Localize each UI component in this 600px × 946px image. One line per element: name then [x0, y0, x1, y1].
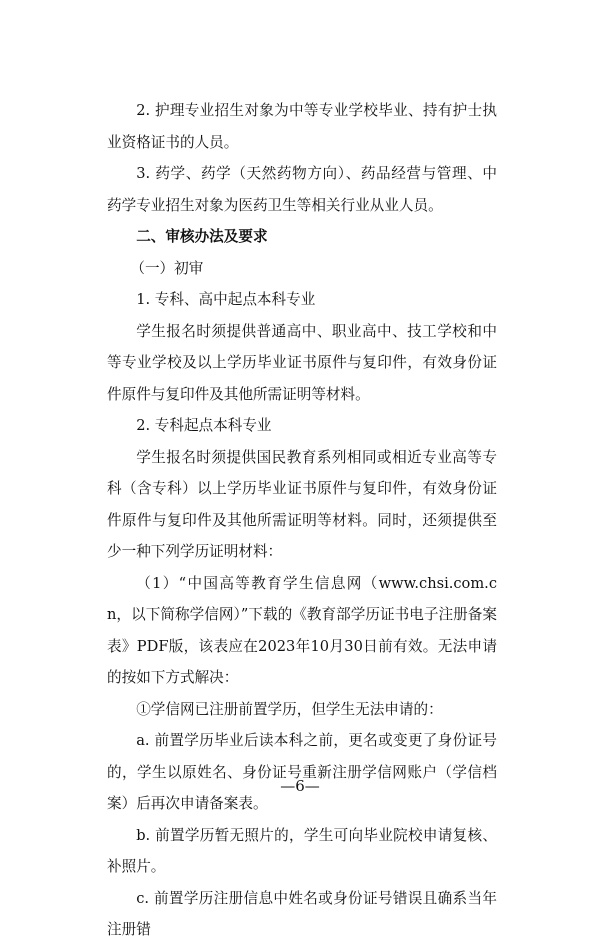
section-heading-review-methods: 二、审核办法及要求 [136, 228, 268, 245]
paragraph-highschool-requirements: 学生报名时须提供普通高中、职业高中、技工学校和中等专业学校及以上学历毕业证书原件与复印件，有效身份证件原件与复印件及其他所需证明等材料。 [107, 322, 497, 403]
paragraph-case-c: c. 前置学历注册信息中姓名或身份证号错误且确系当年注册错 [107, 889, 497, 938]
paragraph-case-b: b. 前置学历暂无照片的，学生可向毕业院校申请复核、补照片。 [107, 826, 497, 875]
item-heading-specialty-highschool: 1. 专科、高中起点本科专业 [136, 291, 316, 308]
paragraph-case-one: ①学信网已注册前置学历，但学生无法申请的： [136, 700, 443, 718]
paragraph-nursing-enrollment: 2. 护理专业招生对象为中等专业学校毕业、持有护士执业资格证书的人员。 [107, 102, 497, 151]
item-heading-specialty-to-bachelor: 2. 专科起点本科专业 [136, 417, 272, 434]
paragraph-specialty-requirements: 学生报名时须提供国民教育系列相同或相近专业高等专科（含专科）以上学历毕业证书原件与复印件，有效身份证件原件与复印件及其他所需证明等材料。同时，还须提供至少一种下列学历证明材料： [107, 448, 497, 560]
paragraph-pharmacy-enrollment: 3. 药学、药学（天然药物方向）、药品经营与管理、中药学专业招生对象为医药卫生等相关行业从业人员。 [107, 165, 497, 214]
subheading-initial-review: （一）初审 [130, 259, 204, 277]
page-number: —6— [280, 777, 320, 795]
paragraph-case-a: a. 前置学历毕业后读本科之前，更名或变更了身份证号的，学生以原姓名、身份证号重新注册学信网账户（学信档案）后再次申请备案表。 [107, 732, 497, 812]
document-body [107, 95, 497, 946]
paragraph-chsi-certificate: （1）“中国高等教育学生信息网（www.chsi.com.cn，以下简称学信网）”下载的《教育部学历证书电子注册备案表》PDF版，该表应在2023年10月30日前有效。无法申请的按如下方式解决： [107, 574, 497, 686]
